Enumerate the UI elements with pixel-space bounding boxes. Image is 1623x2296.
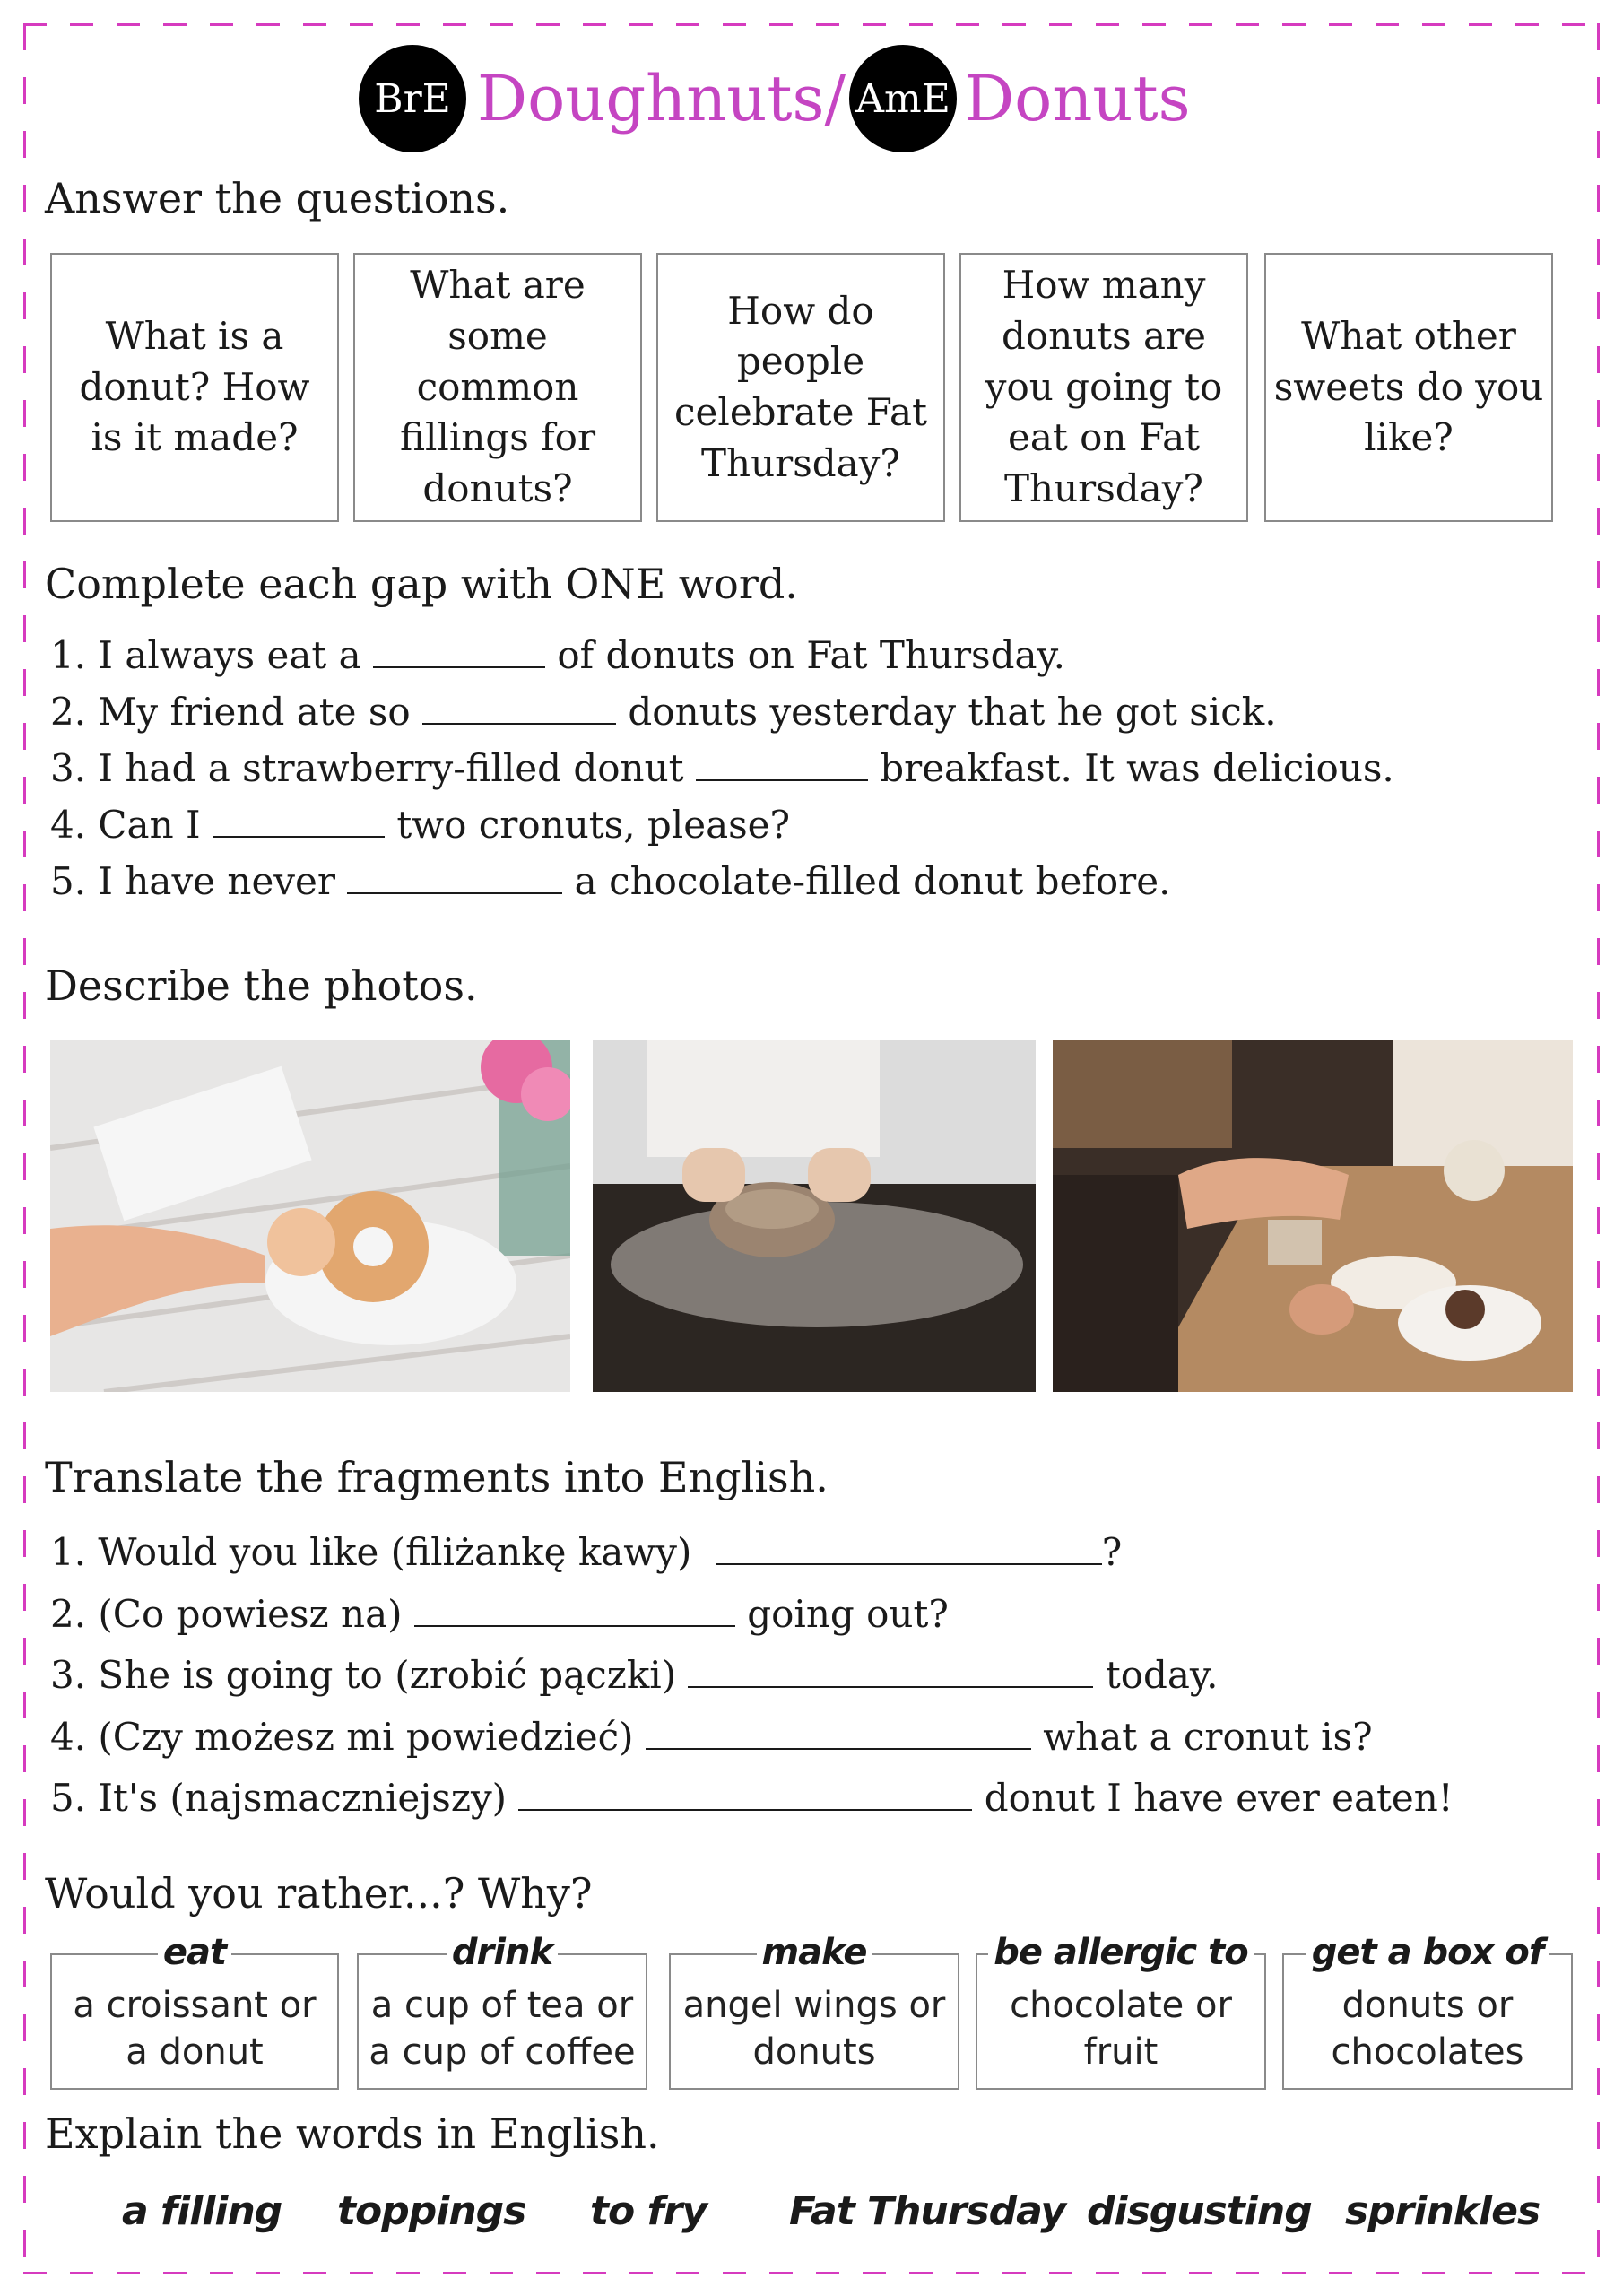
gap-text-after: breakfast. It was delicious. [880,746,1394,790]
question-box [353,253,642,522]
would-rather-verb: drink [447,1932,558,1973]
would-rather-option-2: fruit [1083,2031,1159,2073]
dashed-border-right [1597,23,1600,2274]
translate-item [50,1776,1454,1820]
title-word-ame: Donuts [964,62,1191,135]
gap-blank[interactable] [373,638,545,668]
gap-fill-item [50,859,1170,903]
gap-text-after: of donuts on Fat Thursday. [557,633,1065,677]
question-text: How do people celebrate Fat Thursday? [674,288,927,485]
would-rather-option-2: a donut [126,2031,264,2073]
translate-item [50,1653,1218,1697]
dashed-border-left [23,23,26,2274]
worksheet-title [359,39,1191,158]
translate-text-before: 3. She is going to (zrobić pączki) [50,1653,677,1697]
gap-text-after: donuts yesterday that he got sick. [628,690,1277,734]
gap-text-before: 5. I have never [50,859,335,903]
would-rather-box [50,1932,339,2090]
would-rather-option-2: donuts [752,2031,876,2073]
would-rather-option-1: a croissant or [73,1985,317,2026]
vocab-word: toppings [337,2188,526,2234]
question-text: What are some common fillings for donuts? [399,263,596,511]
gap-fill-item [50,803,790,847]
would-rather-option-1: donuts or [1341,1985,1514,2026]
translate-text-after: ? [1101,1530,1123,1574]
translate-item [50,1592,949,1636]
would-rather-option-1: a cup of tea or [370,1985,634,2026]
would-rather-box [1282,1932,1573,2090]
translate-text-before: 2. (Co powiesz na) [50,1592,403,1636]
vocab-word: a filling [122,2188,282,2234]
photo-couple-cafe [1053,1040,1573,1392]
translate-blank[interactable] [716,1535,1102,1565]
would-rather-box [357,1932,647,2090]
question-box [656,253,945,522]
title-word-bre: Doughnuts [477,62,825,135]
question-text: What is a donut? How is it made? [79,313,310,460]
would-rather-option-1: angel wings or [682,1985,946,2026]
would-rather-option-1: chocolate or [1010,1985,1232,2026]
translate-item [50,1530,1122,1574]
translate-text-before: 1. Would you like (filiżankę kawy) [50,1530,692,1574]
photo-kneading-dough [593,1040,1036,1392]
gap-blank[interactable] [213,807,385,838]
would-rather-verb: get a box of [1306,1932,1549,1973]
would-rather-option-2: a cup of coffee [369,2031,636,2073]
heading-translate: Translate the fragments into English. [45,1453,829,1501]
gap-text-after: two cronuts, please? [396,803,791,847]
vocab-word: Fat Thursday [789,2188,1066,2234]
gap-blank[interactable] [347,864,562,894]
heading-describe: Describe the photos. [45,961,478,1010]
vocab-word: sprinkles [1345,2188,1541,2234]
would-rather-verb: make [757,1932,872,1973]
translate-item [50,1715,1373,1759]
gap-text-before: 2. My friend ate so [50,690,411,734]
gap-fill-item [50,633,1065,677]
question-text: What other sweets do you like? [1273,313,1544,460]
bre-badge: BrE [359,45,466,152]
translate-blank[interactable] [518,1780,972,1811]
question-box [959,253,1248,522]
would-rather-option-2: chocolates [1331,2031,1524,2073]
vocab-word: disgusting [1087,2188,1312,2234]
heading-complete: Complete each gap with ONE word. [45,560,798,608]
translate-text-after: going out? [747,1592,949,1636]
translate-text-after: today. [1105,1653,1219,1697]
translate-text-after: what a cronut is? [1043,1715,1373,1759]
gap-text-after: a chocolate-filled donut before. [574,859,1171,903]
translate-text-before: 4. (Czy możesz mi powiedzieć) [50,1715,634,1759]
gap-fill-item [50,690,1277,734]
heading-answer: Answer the questions. [45,174,510,222]
would-rather-box [976,1932,1266,2090]
gap-text-before: 1. I always eat a [50,633,361,677]
question-text: How many donuts are you going to eat on Fat Thursday? [985,263,1223,511]
gap-blank[interactable] [696,751,868,781]
heading-would-rather: Would you rather...? Why? [45,1869,593,1918]
question-box [50,253,339,522]
question-box [1264,253,1553,522]
dashed-border-bottom [23,2272,1600,2274]
would-rather-box [669,1932,959,2090]
photo-donut-hand [50,1040,570,1392]
translate-text-after: donut I have ever eaten! [984,1776,1454,1820]
gap-text-before: 3. I had a strawberry-filled donut [50,746,684,790]
translate-blank[interactable] [414,1596,735,1627]
ame-badge: AmE [849,45,957,152]
vocab-word: to fry [590,2188,707,2234]
gap-text-before: 4. Can I [50,803,201,847]
title-slash: / [824,62,846,135]
would-rather-verb: be allergic to [988,1932,1254,1973]
would-rather-verb: eat [158,1932,231,1973]
translate-blank[interactable] [646,1719,1031,1750]
translate-blank[interactable] [688,1657,1093,1688]
translate-text-before: 5. It's (najsmaczniejszy) [50,1776,508,1820]
gap-blank[interactable] [422,694,616,725]
dashed-border-top [23,23,1600,26]
heading-explain: Explain the words in English. [45,2109,660,2158]
gap-fill-item [50,746,1394,790]
